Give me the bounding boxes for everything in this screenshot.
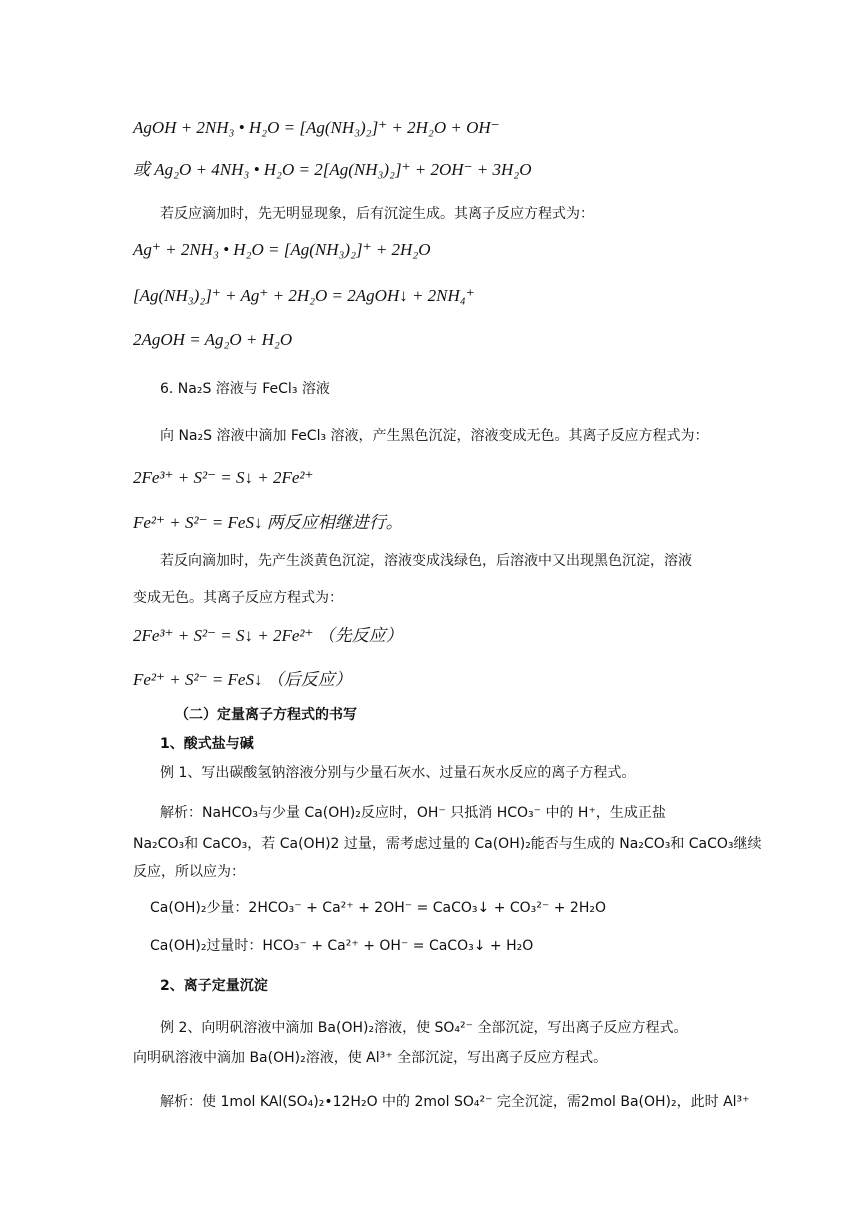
equation-line: 2AgOH = Ag₂O + H₂O <box>133 330 293 349</box>
text-line: 若反应滴加时，先无明显现象，后有沉淀生成。其离子反应方程式为： <box>160 206 594 222</box>
text-line: 例 2、向明矾溶液中滴加 Ba(OH)₂溶液，使 SO₄²⁻ 全部沉淀，写出离子反应方程式。 <box>160 1020 688 1036</box>
subsection-heading: 1、酸式盐与碱 <box>160 736 254 752</box>
text-line: 解析：使 1mol KAl(SO₄)₂•12H₂O 中的 2mol SO₄²⁻ 完全沉淀，需2mol Ba(OH)₂，此时 Al³⁺ <box>160 1094 750 1110</box>
text-line: 解析：NaHCO₃与少量 Ca(OH)₂反应时，OH⁻ 只抵消 HCO₃⁻ 中的 H⁺，生成正盐 <box>160 805 666 821</box>
equation-line: [Ag(NH₃)₂]⁺ + Ag⁺ + 2H₂O = 2AgOH↓ + 2NH₄⁺ <box>133 286 475 305</box>
text-line: 反应，所以应为： <box>133 864 245 880</box>
text-line: 向明矾溶液中滴加 Ba(OH)₂溶液，使 Al³⁺ 全部沉淀，写出离子反应方程式。 <box>133 1050 608 1066</box>
text-line: 例 1、写出碳酸氢钠溶液分别与少量石灰水、过量石灰水反应的离子方程式。 <box>160 765 636 781</box>
equation-line: AgOH + 2NH₃ • H₂O = [Ag(NH₃)₂]⁺ + 2H₂O + OH⁻ <box>133 118 500 137</box>
section-heading: （二）定量离子方程式的书写 <box>175 707 357 723</box>
subsection-heading: 2、离子定量沉淀 <box>160 978 268 994</box>
text-line: 变成无色。其离子反应方程式为： <box>133 590 343 606</box>
equation-line: Ca(OH)₂少量：2HCO₃⁻ + Ca²⁺ + 2OH⁻ = CaCO₃↓ + CO₃²⁻ + 2H₂O <box>150 900 606 916</box>
equation-line: Ag⁺ + 2NH₃ • H₂O = [Ag(NH₃)₂]⁺ + 2H₂O <box>133 240 431 259</box>
equation-line: 2Fe³⁺ + S²⁻ = S↓ + 2Fe²⁺ <box>133 468 314 487</box>
section-heading: 6. Na₂S 溶液与 FeCl₃ 溶液 <box>160 381 330 397</box>
text-line: 若反向滴加时，先产生淡黄色沉淀，溶液变成浅绿色，后溶液中又出现黑色沉淀，溶液 <box>160 553 692 569</box>
text-line: Na₂CO₃和 CaCO₃，若 Ca(OH)2 过量，需考虑过量的 Ca(OH)₂能否与生成的 Na₂CO₃和 CaCO₃继续 <box>133 836 762 852</box>
equation-line: Fe²⁺ + S²⁻ = FeS↓ （后反应） <box>133 670 352 689</box>
equation-line: Ca(OH)₂过量时：HCO₃⁻ + Ca²⁺ + OH⁻ = CaCO₃↓ + H₂O <box>150 938 534 954</box>
equation-line: Fe²⁺ + S²⁻ = FeS↓ 两反应相继进行。 <box>133 513 403 532</box>
equation-line: 2Fe³⁺ + S²⁻ = S↓ + 2Fe²⁺ （先反应） <box>133 626 403 645</box>
text-line: 向 Na₂S 溶液中滴加 FeCl₃ 溶液，产生黑色沉淀，溶液变成无色。其离子反应方程式为： <box>160 428 709 444</box>
equation-line: 或 Ag₂O + 4NH₃ • H₂O = 2[Ag(NH₃)₂]⁺ + 2OH⁻ + 3H₂O <box>133 160 532 179</box>
